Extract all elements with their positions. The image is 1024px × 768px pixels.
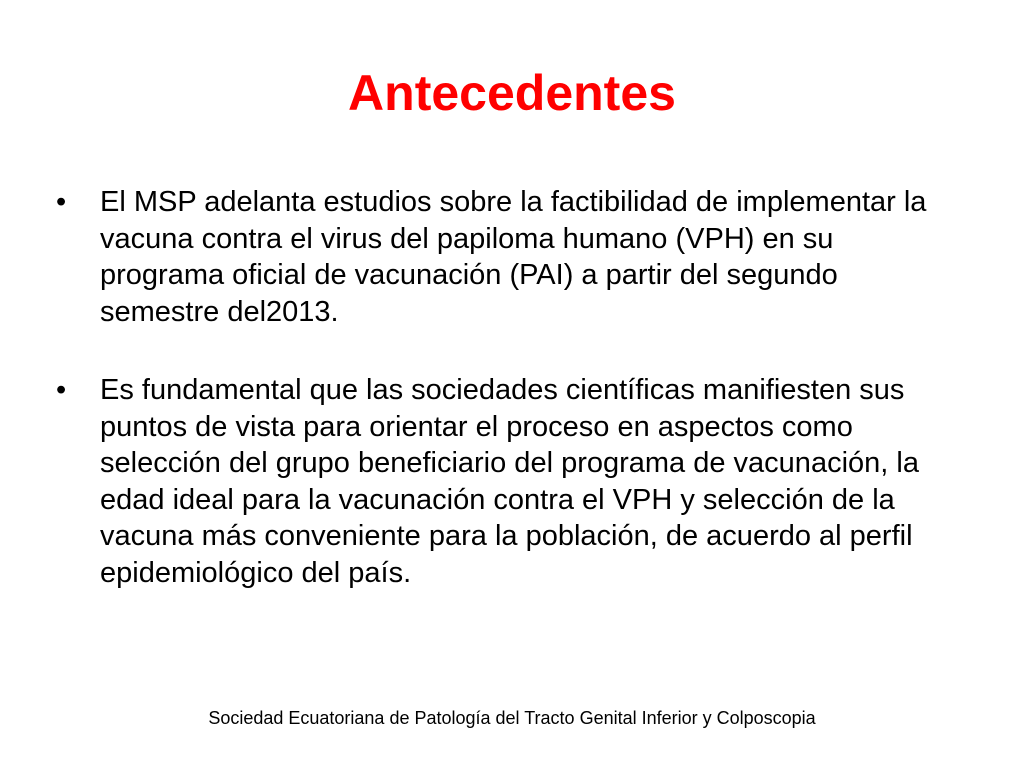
bullet-text: Es fundamental que las sociedades científicas manifiesten sus puntos de vista para orientar el proceso en aspectos como selección del grupo beneficiario del programa de vacunación, la edad ideal para la vacunación contra el VPH y selección de la vacuna más conveniente para la población, de acuerdo al perfil epidemiológico del país. — [100, 374, 919, 589]
footer-organization: Sociedad Ecuatoriana de Patología del Tracto Genital Inferior y Colposcopia — [208, 708, 816, 728]
bullet-item — [56, 184, 956, 330]
bullet-item — [56, 372, 956, 591]
bullet-icon: • — [56, 186, 67, 218]
bullet-icon: • — [56, 374, 67, 406]
bullet-text: El MSP adelanta estudios sobre la factibilidad de implementar la vacuna contra el virus del papiloma humano (VPH) en su programa oficial de vacunación (PAI) a partir del segundo semestre del2013. — [100, 186, 927, 328]
bullet-list — [56, 184, 956, 591]
slide-title: Antecedentes — [348, 65, 676, 121]
